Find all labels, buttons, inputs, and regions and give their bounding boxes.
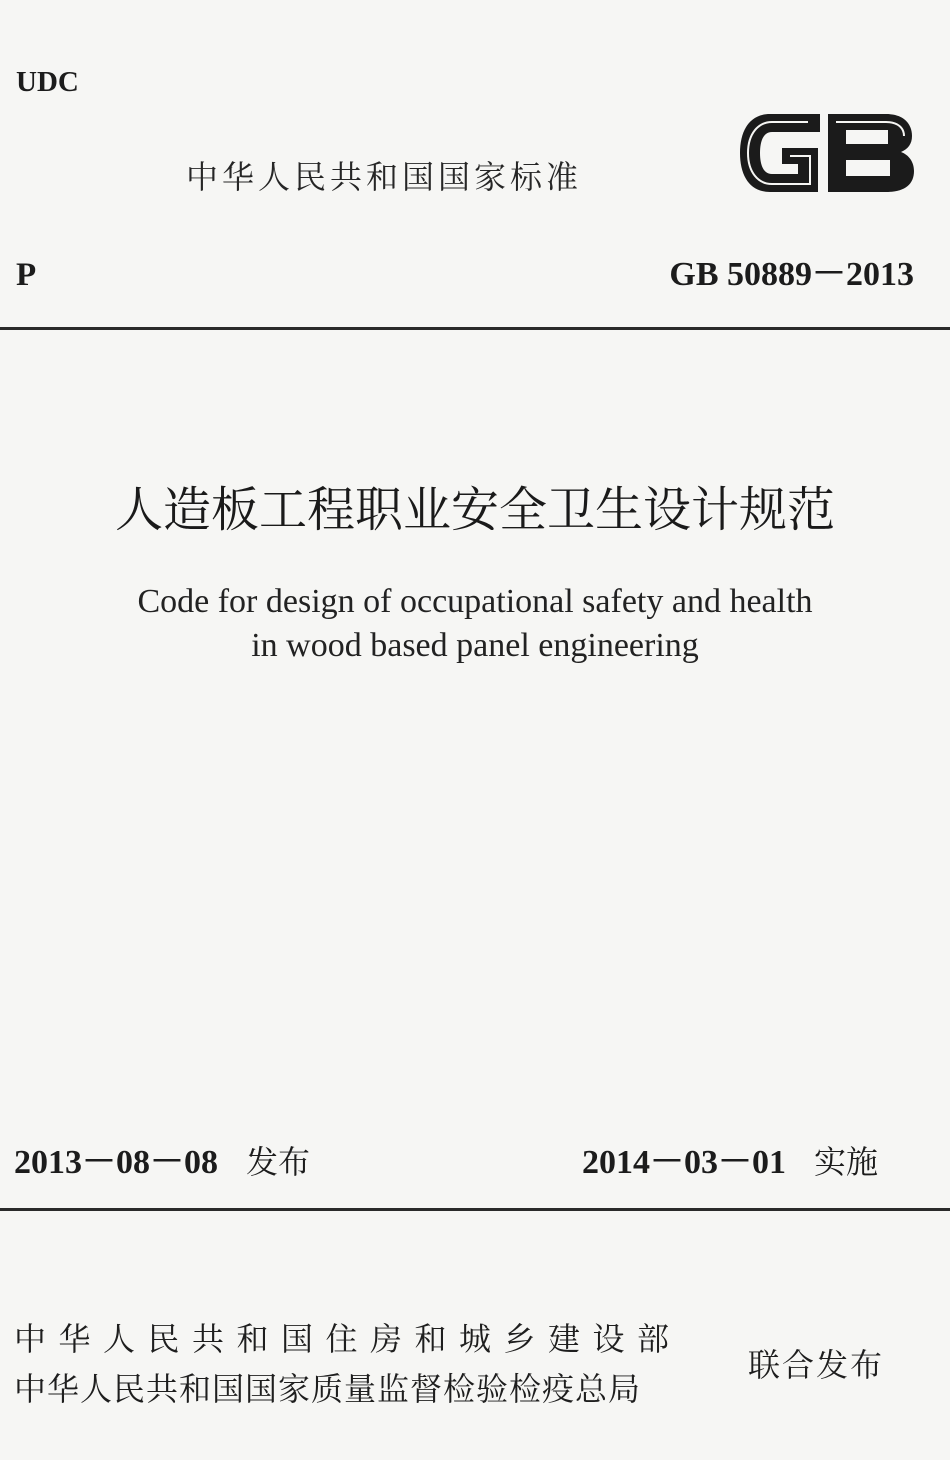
title-chinese: 人造板工程职业安全卫生设计规范 — [114, 482, 835, 538]
standard-number: GB 50889－2013 — [669, 256, 914, 293]
classification-code: P — [16, 257, 37, 293]
issuer-ministry-housing: 中华人民共和国住房和城乡建设部 — [14, 1320, 682, 1358]
title-english-line-1: Code for design of occupational safety and health — [137, 583, 813, 620]
issuer-quality-supervision: 中华人民共和国国家质量监督检验检疫总局 — [14, 1370, 642, 1408]
issue-label: 发布 — [246, 1143, 311, 1181]
effective-date-block — [582, 1140, 878, 1185]
gb-logo — [736, 108, 916, 198]
bottom-divider — [0, 1208, 950, 1211]
effective-date: 2014－03－01 — [582, 1144, 786, 1181]
effective-label: 实施 — [814, 1143, 879, 1181]
top-divider — [0, 327, 950, 330]
joint-issue-label: 联合发布 — [748, 1346, 885, 1384]
national-standard-heading: 中华人民共和国国家标准 — [186, 158, 583, 196]
issue-date-block — [14, 1140, 310, 1185]
issue-date: 2013－08－08 — [14, 1144, 218, 1181]
udc-label: UDC — [16, 66, 79, 98]
title-english-line-2: in wood based panel engineering — [251, 627, 699, 664]
